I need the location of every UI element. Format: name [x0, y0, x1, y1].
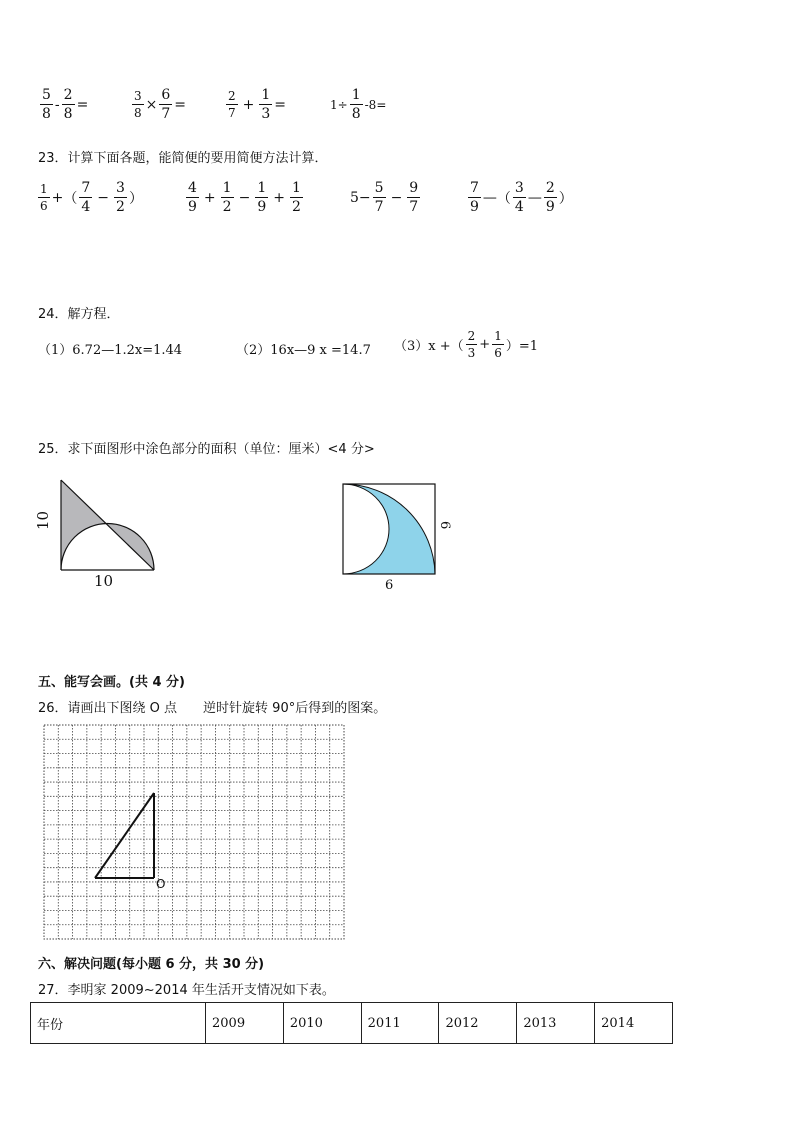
- table-cell: 2012: [439, 1003, 517, 1044]
- dotted-grid: [42, 722, 348, 942]
- table-cell: 2010: [283, 1003, 361, 1044]
- fig1-base-label: 10: [94, 572, 114, 590]
- table-header-row: [31, 1003, 673, 1044]
- expr-23-2: $\frac{4}{9}$ + $\frac{1}{2}$ − $\frac{1}{9}$ + $\frac{1}{2}$: [188, 180, 301, 215]
- fig1-side-label: 10: [34, 510, 52, 530]
- expr-23-4: $\frac{7}{9}$ — （ $\frac{3}{4}$ — $\frac{2}{9}$ ）: [470, 180, 573, 215]
- section-6-title: 六、解决问题(每小题 6 分，共 30 分): [38, 957, 265, 972]
- expr-23-3: 5− $\frac{5}{7}$ − $\frac{9}{7}$: [350, 180, 419, 215]
- expr-23-1: $\frac{1}{6}$ + （ $\frac{7}{4}$ − $\frac{3}{2}$ ）: [40, 180, 143, 215]
- q25-title: 25．求下面图形中涂色部分的面积（单位：厘米）<4 分>: [38, 442, 375, 457]
- figure-square-crescent: [338, 480, 442, 578]
- fig2-side-label: 6: [437, 521, 452, 530]
- equation-3: （3）x +（ $\frac{2}{3}$ + $\frac{1}{6}$ ）=1: [394, 329, 538, 360]
- expr-22-1: $\frac{5}{8}$ - $\frac{2}{8}$ =: [42, 87, 89, 122]
- section-5-title: 五、能写会画。(共 4 分): [38, 675, 185, 690]
- q26-title: 26．请画出下图绕 O 点 逆时针旋转 90°后得到的图案。: [38, 701, 387, 716]
- table-cell: 2009: [206, 1003, 284, 1044]
- q27-title: 27．李明家 2009~2014 年生活开支情况如下表。: [38, 983, 335, 998]
- equation-1: （1）6.72—1.2x=1.44: [38, 343, 183, 358]
- point-o-label: O: [156, 877, 166, 891]
- expr-22-2: $\frac{3}{8}$ × $\frac{6}{7}$ =: [134, 87, 187, 122]
- expr-22-4: 1÷ $\frac{1}{8}$ -8=: [330, 87, 387, 122]
- expr-22-3: $\frac{2}{7}$ + $\frac{1}{3}$ =: [228, 87, 287, 122]
- equation-2: （2）16x—9 x =14.7: [236, 343, 371, 358]
- table-cell: 2013: [517, 1003, 595, 1044]
- expense-table: [30, 1002, 673, 1044]
- table-cell: 年份: [31, 1003, 206, 1044]
- triangle-hypotenuse: [95, 793, 154, 878]
- table-cell: 2011: [361, 1003, 439, 1044]
- table-cell: 2014: [595, 1003, 673, 1044]
- fig2-base-label: 6: [385, 578, 394, 593]
- q24-title: 24．解方程．: [38, 307, 120, 322]
- q23-title: 23．计算下面各题，能简便的要用简便方法计算．: [38, 151, 328, 166]
